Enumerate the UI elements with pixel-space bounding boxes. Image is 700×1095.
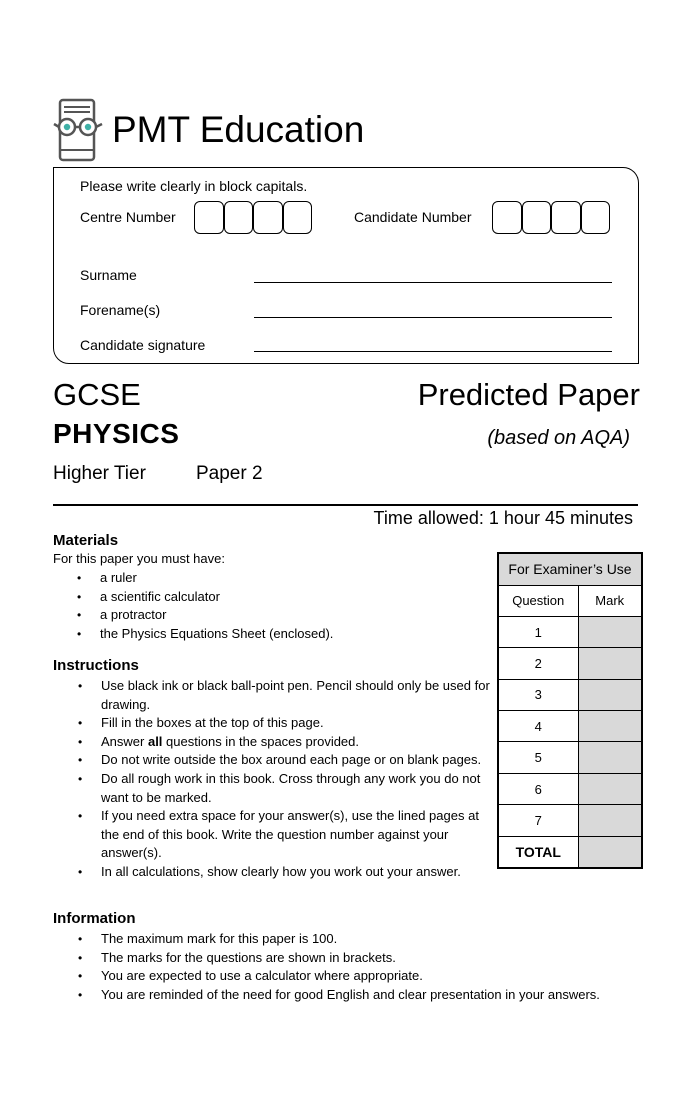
mark-cell <box>578 679 642 710</box>
candidate-number-boxes <box>492 201 610 234</box>
mark-column-header: Mark <box>578 585 642 616</box>
table-row <box>498 648 642 679</box>
list-item: • a protractor <box>100 606 480 625</box>
candidate-number-label: Candidate Number <box>354 209 472 225</box>
exam-board: (based on AQA) <box>487 427 630 449</box>
question-number: 7 <box>498 805 578 836</box>
total-label: TOTAL <box>498 836 578 867</box>
question-number: 1 <box>498 616 578 647</box>
candidate-digit-box[interactable] <box>551 201 581 234</box>
table-row <box>498 773 642 804</box>
question-number: 2 <box>498 648 578 679</box>
subject-title: PHYSICS <box>53 418 180 449</box>
list-item-text: questions in the spaces provided. <box>162 733 360 749</box>
forename-label: Forename(s) <box>80 302 161 318</box>
question-number: 3 <box>498 679 578 710</box>
mark-cell <box>578 616 642 647</box>
total-mark-cell <box>578 836 642 867</box>
examiner-table-title: For Examiner’s Use <box>498 553 642 585</box>
candidate-details-box <box>53 167 639 364</box>
list-item: • a scientific calculator <box>100 588 480 607</box>
list-item: • Do not write outside the box around each page or on blank pages. <box>101 751 496 770</box>
question-number: 6 <box>498 773 578 804</box>
examiner-use-table <box>497 552 643 869</box>
centre-number-boxes <box>194 201 312 234</box>
list-item: • the Physics Equations Sheet (enclosed). <box>100 625 480 644</box>
table-row <box>498 805 642 836</box>
candidate-digit-box[interactable] <box>522 201 552 234</box>
paper-number: Paper 2 <box>196 463 263 484</box>
list-item: • Use black ink or black ball-point pen. Pencil should only be used for drawing. <box>101 677 496 714</box>
signature-label: Candidate signature <box>80 337 206 353</box>
centre-digit-box[interactable] <box>224 201 254 234</box>
list-item <box>101 733 496 752</box>
mark-cell <box>578 711 642 742</box>
list-item: • If you need extra space for your answer(s), use the lined pages at the end of this book. Write the question number against your answer(s). <box>101 807 496 863</box>
table-row <box>498 679 642 710</box>
materials-list <box>100 569 480 643</box>
list-item: • The maximum mark for this paper is 100. <box>101 930 661 949</box>
centre-number-label: Centre Number <box>80 209 176 225</box>
paper-type: Predicted Paper <box>417 377 640 412</box>
centre-digit-box[interactable] <box>194 201 224 234</box>
mark-cell <box>578 805 642 836</box>
information-heading: Information <box>53 910 136 927</box>
list-item: • Fill in the boxes at the top of this page. <box>101 714 496 733</box>
table-row <box>498 836 642 867</box>
instructions-list <box>101 677 496 882</box>
mark-cell <box>578 742 642 773</box>
table-row <box>498 711 642 742</box>
surname-line[interactable] <box>254 282 612 283</box>
list-item: • Do all rough work in this book. Cross through any work you do not want to be marked. <box>101 770 496 807</box>
list-item: • In all calculations, show clearly how you work out your answer. <box>101 863 521 882</box>
candidate-digit-box[interactable] <box>492 201 522 234</box>
mark-cell <box>578 773 642 804</box>
forename-line[interactable] <box>254 317 612 318</box>
centre-digit-box[interactable] <box>283 201 313 234</box>
logo <box>52 98 364 164</box>
instructions-heading: Instructions <box>53 657 139 674</box>
qualification-level: GCSE <box>53 377 141 412</box>
surname-label: Surname <box>80 267 137 283</box>
signature-line[interactable] <box>254 351 612 352</box>
mark-cell <box>578 648 642 679</box>
table-row <box>498 616 642 647</box>
centre-digit-box[interactable] <box>253 201 283 234</box>
emphasis-text: all <box>147 733 163 749</box>
block-capitals-instruction: Please write clearly in block capitals. <box>80 178 308 194</box>
table-row <box>498 742 642 773</box>
list-item: • a ruler <box>100 569 480 588</box>
list-item: • You are expected to use a calculator where appropriate. <box>101 967 661 986</box>
list-item: • The marks for the questions are shown in brackets. <box>101 949 661 968</box>
tier-label: Higher Tier <box>53 463 146 484</box>
divider <box>53 504 638 506</box>
information-list <box>101 930 661 1004</box>
logo-text: PMT Education <box>112 109 365 150</box>
time-allowed: Time allowed: 1 hour 45 minutes <box>373 508 633 528</box>
materials-heading: Materials <box>53 532 119 549</box>
glasses-book-icon <box>52 98 108 164</box>
list-item: • You are reminded of the need for good English and clear presentation in your answers. <box>101 986 661 1005</box>
question-number: 5 <box>498 742 578 773</box>
list-item-text: Answer <box>101 733 148 749</box>
materials-intro: For this paper you must have: <box>53 551 225 566</box>
question-column-header: Question <box>498 585 578 616</box>
question-number: 4 <box>498 711 578 742</box>
candidate-digit-box[interactable] <box>581 201 611 234</box>
